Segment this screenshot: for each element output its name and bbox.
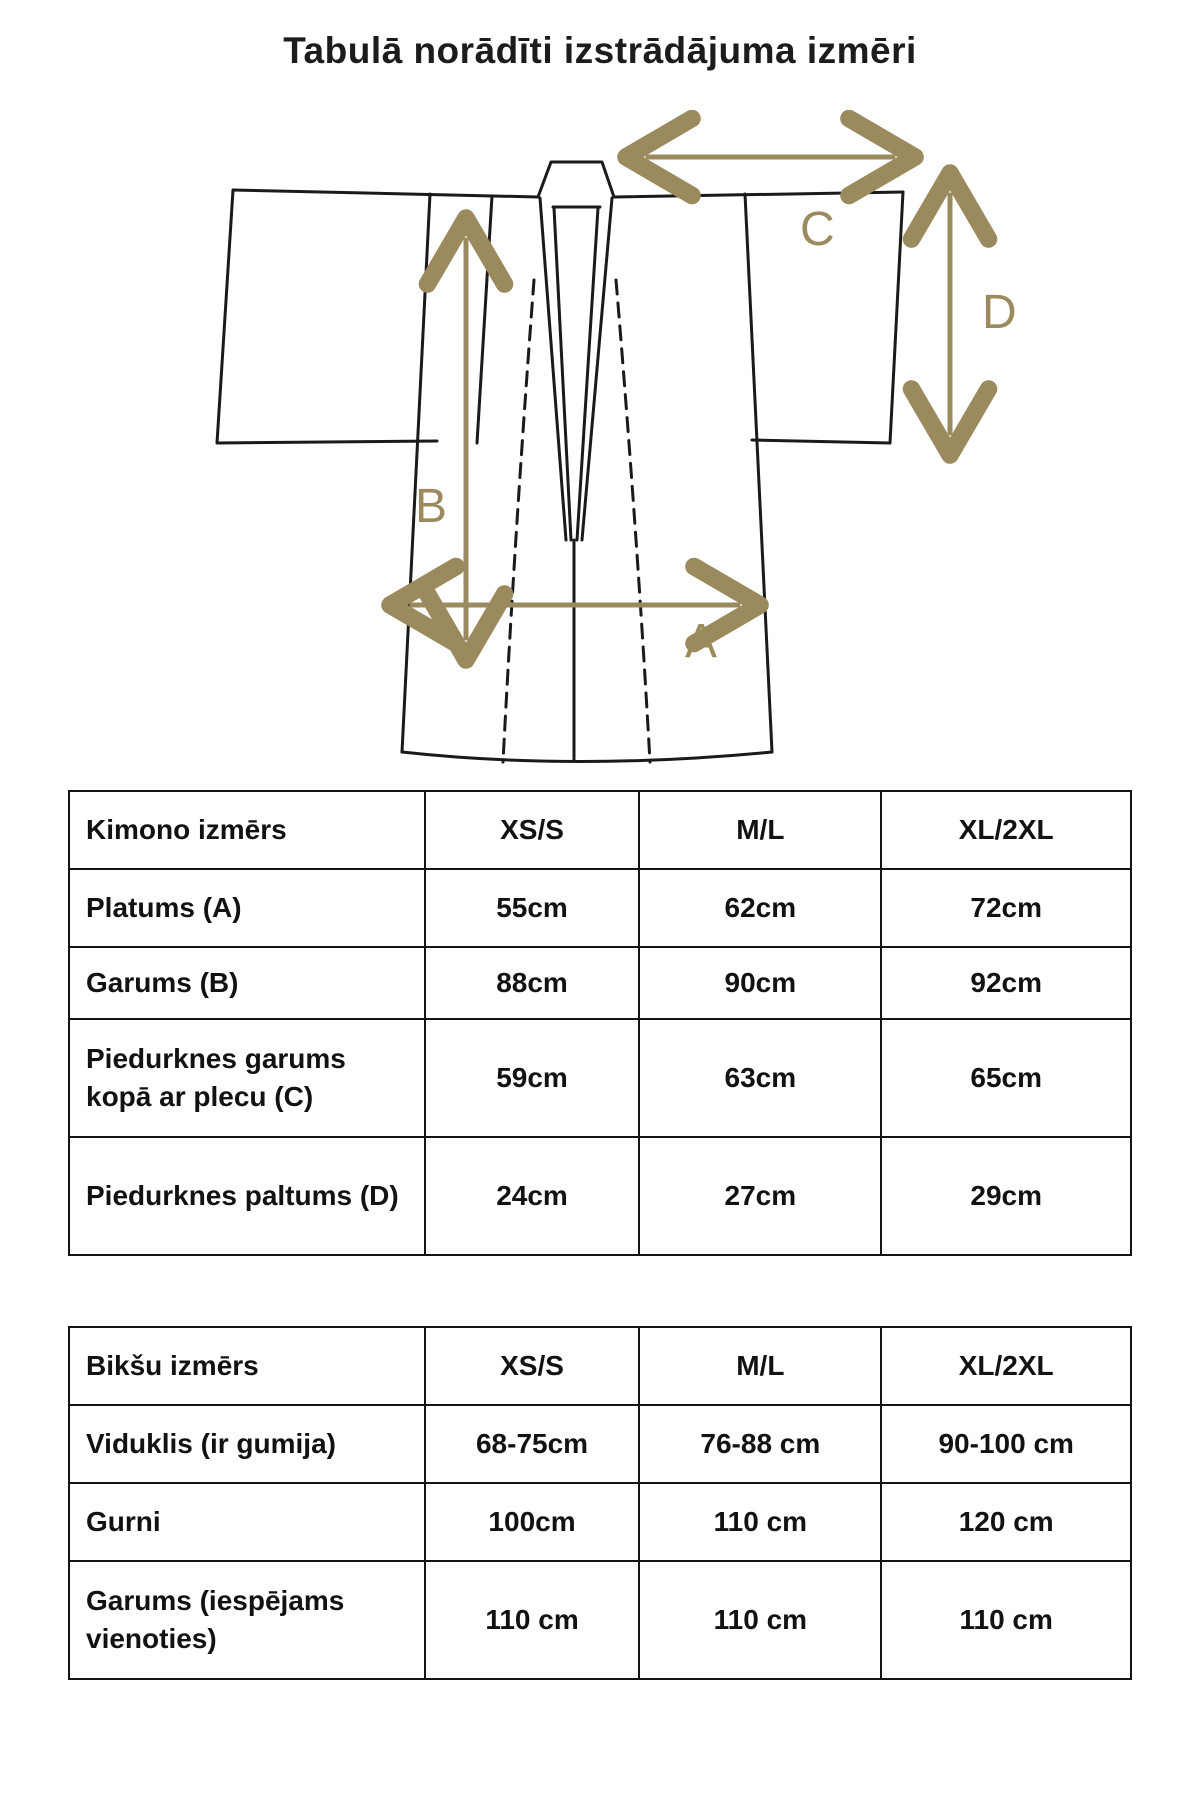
row-label-cell: Piedurknes garums kopā ar plecu (C) (69, 1019, 425, 1137)
row-label-cell: Platums (A) (69, 869, 425, 947)
table-row (69, 869, 1131, 947)
size-value-cell: 88cm (425, 947, 640, 1019)
size-value-cell: 110 cm (881, 1561, 1131, 1679)
table-row (69, 1561, 1131, 1679)
size-value-cell: 29cm (881, 1137, 1131, 1255)
column-header-cell: M/L (639, 1327, 881, 1405)
table-row (69, 947, 1131, 1019)
table-row (69, 1137, 1131, 1255)
size-value-cell: 62cm (639, 869, 881, 947)
size-value-cell: 92cm (881, 947, 1131, 1019)
table-row (69, 1405, 1131, 1483)
left-seam-line (477, 196, 492, 443)
row-label-cell: Viduklis (ir gumija) (69, 1405, 425, 1483)
shoulder-line (233, 162, 903, 197)
size-value-cell: 110 cm (639, 1483, 881, 1561)
size-value-cell: 72cm (881, 869, 1131, 947)
kimono-size-table (68, 790, 1132, 1256)
size-value-cell: 27cm (639, 1137, 881, 1255)
size-value-cell: 24cm (425, 1137, 640, 1255)
size-value-cell: 120 cm (881, 1483, 1131, 1561)
page-title: Tabulā norādīti izstrādājuma izmēri (283, 30, 917, 71)
label-d: D (982, 286, 1017, 339)
column-header-cell: Bikšu izmērs (69, 1327, 425, 1405)
measure-labels (415, 203, 1017, 668)
row-label-cell: Garums (B) (69, 947, 425, 1019)
measure-arrows (412, 157, 950, 638)
table-row (69, 1019, 1131, 1137)
right-dashed-seam (616, 280, 650, 762)
left-sleeve (217, 190, 437, 443)
table-row (69, 1483, 1131, 1561)
kimono-diagram (0, 110, 1200, 770)
label-b: B (415, 480, 448, 533)
column-header-cell: XS/S (425, 1327, 640, 1405)
left-dashed-seam (503, 280, 534, 762)
column-header-cell: Kimono izmērs (69, 791, 425, 869)
size-value-cell: 110 cm (425, 1561, 640, 1679)
size-value-cell: 90-100 cm (881, 1405, 1131, 1483)
row-label-cell: Piedurknes paltums (D) (69, 1137, 425, 1255)
pants-size-table (68, 1326, 1132, 1680)
size-value-cell: 68-75cm (425, 1405, 640, 1483)
table-header-row (69, 791, 1131, 869)
label-a: A (685, 615, 718, 668)
size-value-cell: 90cm (639, 947, 881, 1019)
size-value-cell: 59cm (425, 1019, 640, 1137)
column-header-cell: XL/2XL (881, 1327, 1131, 1405)
hem-line (402, 752, 772, 762)
size-value-cell: 65cm (881, 1019, 1131, 1137)
size-value-cell: 55cm (425, 869, 640, 947)
size-value-cell: 63cm (639, 1019, 881, 1137)
column-header-cell: XL/2XL (881, 791, 1131, 869)
table-header-row (69, 1327, 1131, 1405)
body-right-edge (745, 194, 772, 752)
size-value-cell: 100cm (425, 1483, 640, 1561)
size-value-cell: 110 cm (639, 1561, 881, 1679)
size-value-cell: 76-88 cm (639, 1405, 881, 1483)
body-left-edge (402, 194, 430, 752)
column-header-cell: M/L (639, 791, 881, 869)
row-label-cell: Garums (iespējams vienoties) (69, 1561, 425, 1679)
row-label-cell: Gurni (69, 1483, 425, 1561)
label-c: C (800, 203, 835, 256)
column-header-cell: XS/S (425, 791, 640, 869)
